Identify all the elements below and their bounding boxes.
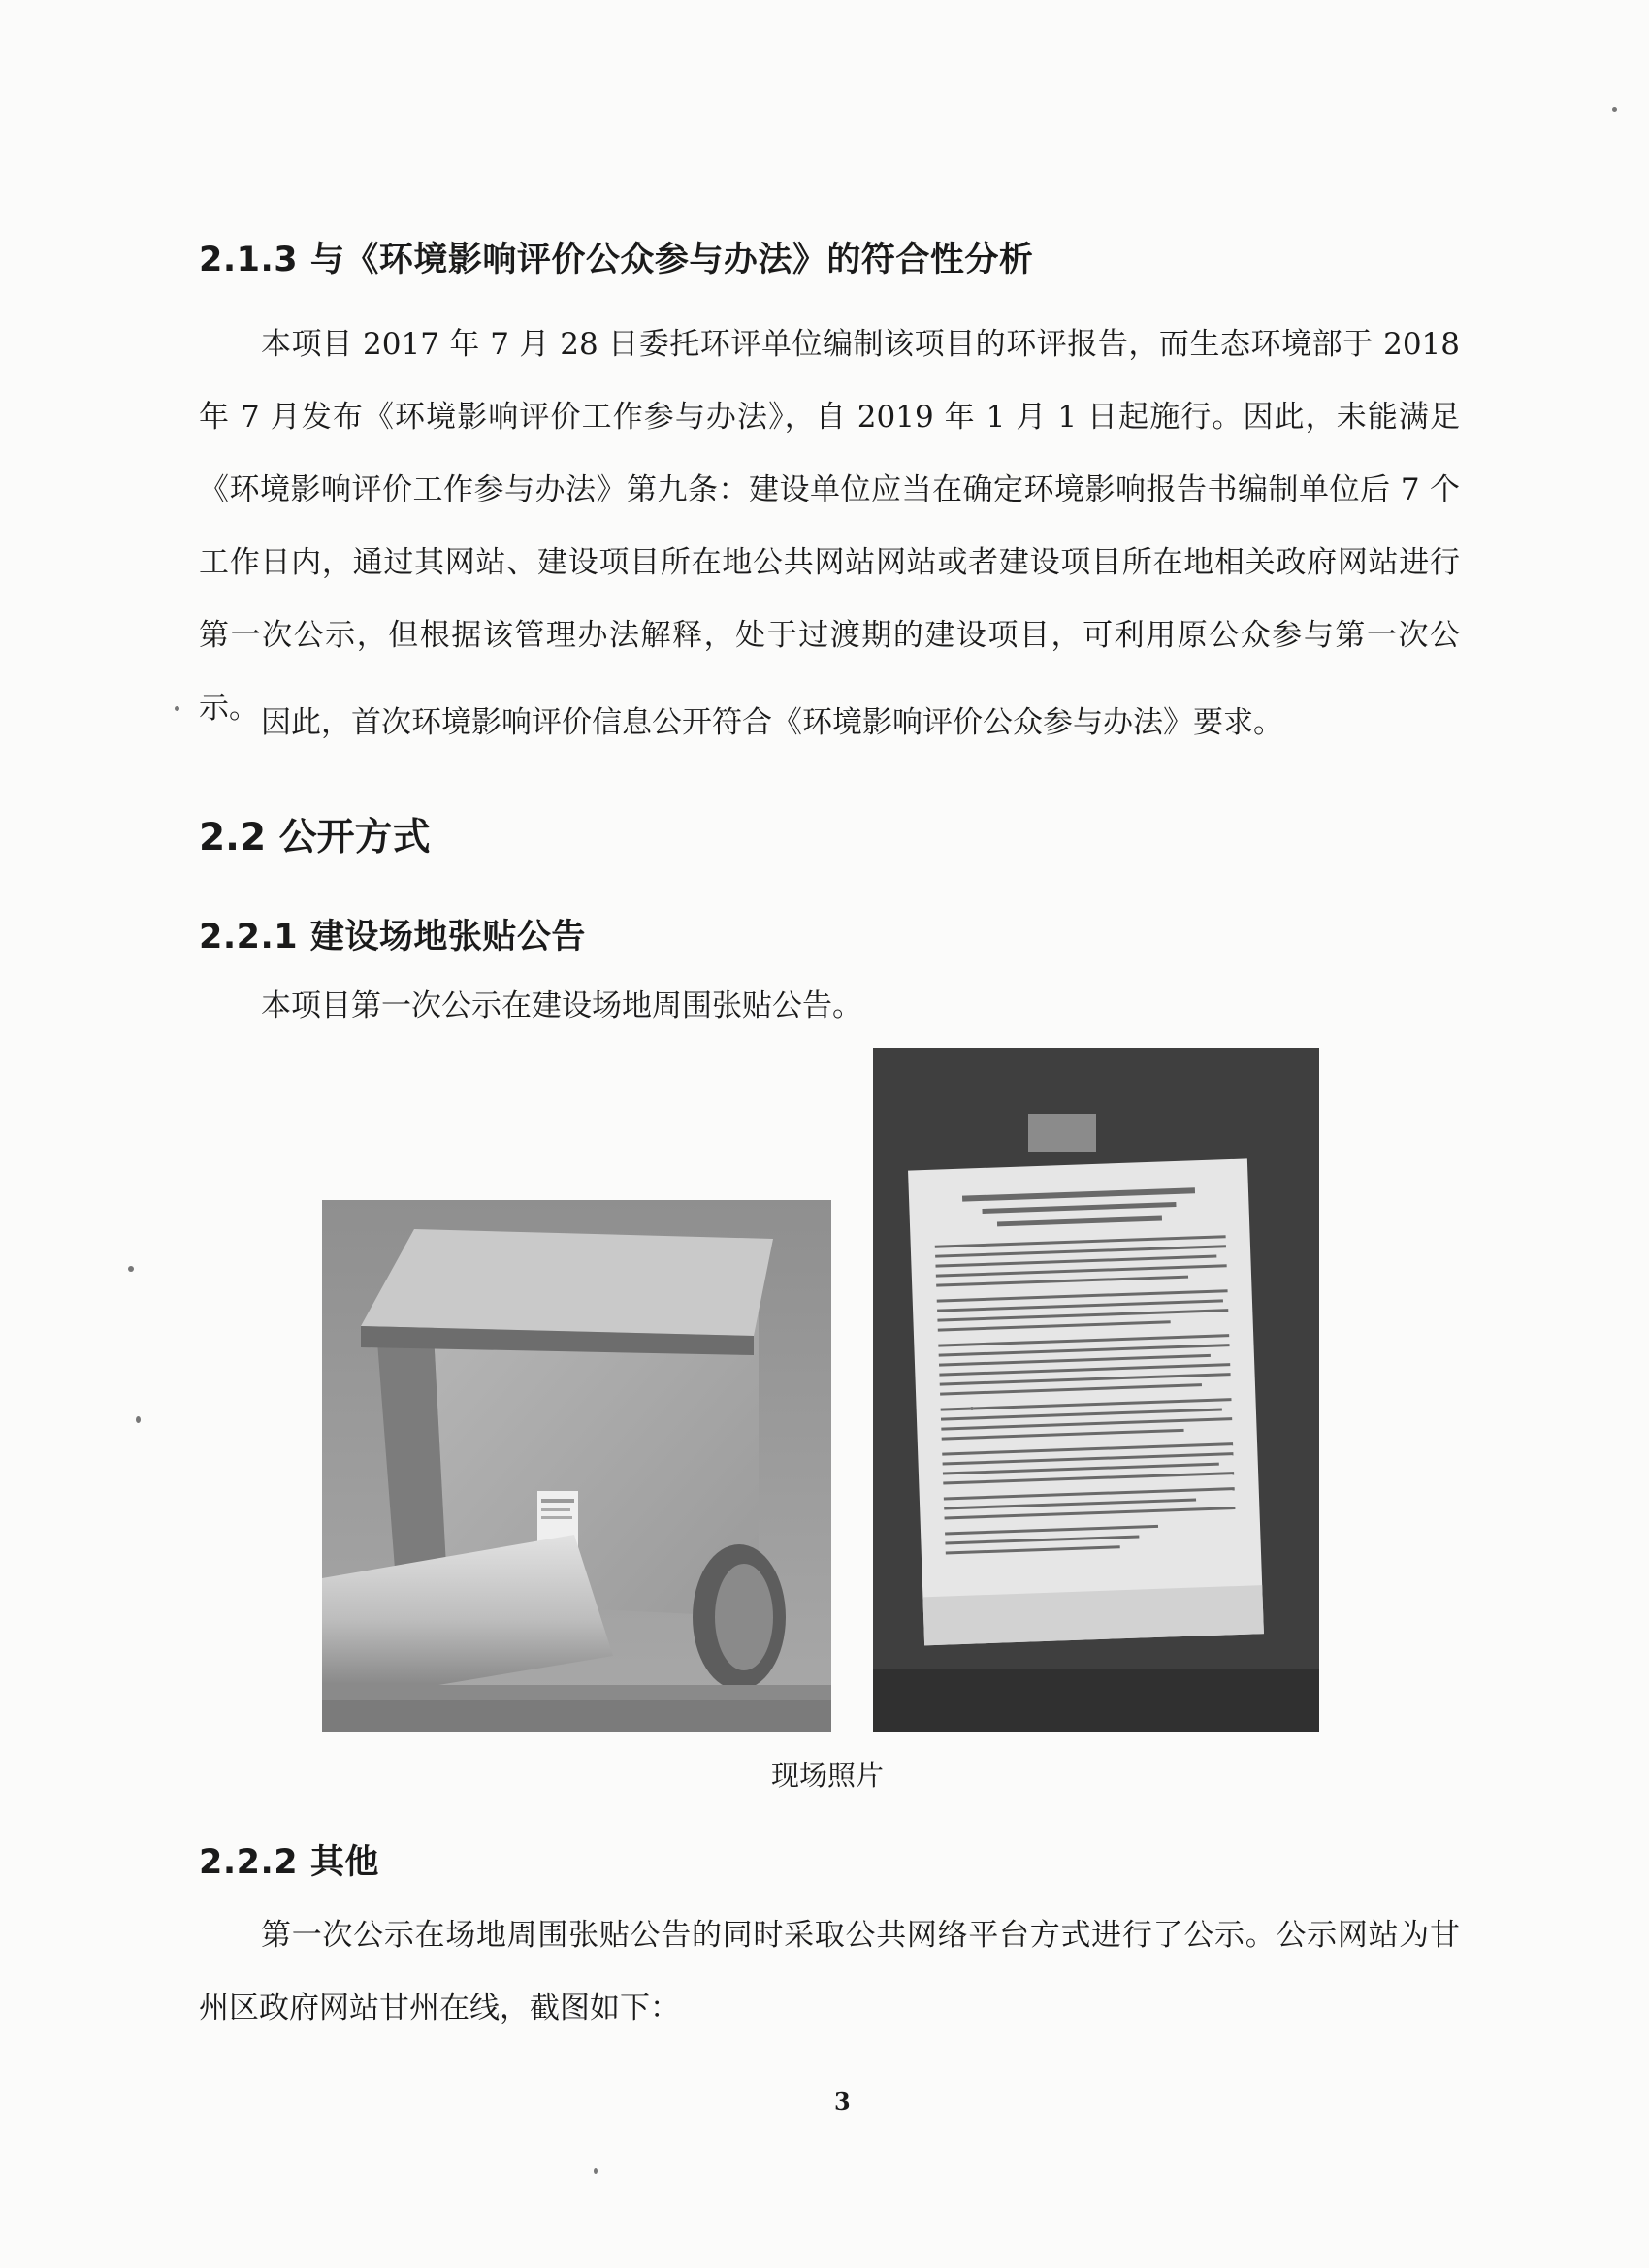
scan-speck: [128, 1266, 134, 1272]
paragraph-2-1-3-main: 本项目 2017 年 7 月 28 日委托环评单位编制该项目的环评报告，而生态环境部于 2018 年 7 月发布《环境影响评价工作参与办法》，自 2019 年 1 月 1 日起施行。因此，未能满足《环境影响评价工作参与办法》第九条：建设单位应当在确定环境影响报告书编制单位后 7 个工作日内，通过其网站、建设项目所在地公共网站网站或者建设项目所在地相关政府网站进行第一次公示，但根据该管理办法解释，处于过渡期的建设项目，可利用原公众参与第一次公示。: [199, 327, 1460, 726]
site-photo-posted-notice: [873, 1048, 1319, 1732]
scan-speck: [594, 2168, 598, 2174]
paragraph-2-2-2: 第一次公示在场地周围张贴公告的同时采取公共网络平台方式进行了公示。公示网站为甘州区政府网站甘州在线，截图如下：: [199, 1918, 1460, 2025]
paragraph-2-1-3-conclusion: 因此，首次环境影响评价信息公开符合《环境影响评价公众参与办法》要求。: [261, 705, 1283, 740]
section-heading-2-2: 2.2 公开方式: [199, 816, 431, 859]
scan-speck: [1612, 107, 1617, 112]
section-heading-2-1-3: 2.1.3 与《环境影响评价公众参与办法》的符合性分析: [199, 241, 1034, 279]
section-heading-2-2-2: 2.2.2 其他: [199, 1843, 379, 1882]
photo-caption: 现场照片: [771, 1759, 885, 1792]
scan-speck: [970, 1407, 974, 1410]
section-heading-2-2-1: 2.2.1 建设场地张贴公告: [199, 918, 586, 956]
page-number: 3: [834, 2088, 851, 2116]
site-photo-notice-box: [322, 1200, 831, 1732]
posted-notice-photo-image: [873, 1048, 1319, 1732]
scan-speck: [136, 1416, 141, 1423]
paragraph-2-2-1: 本项目第一次公示在建设场地周围张贴公告。: [261, 988, 862, 1023]
notice-box-photo-image: [322, 1200, 831, 1732]
scan-speck: [175, 706, 179, 711]
